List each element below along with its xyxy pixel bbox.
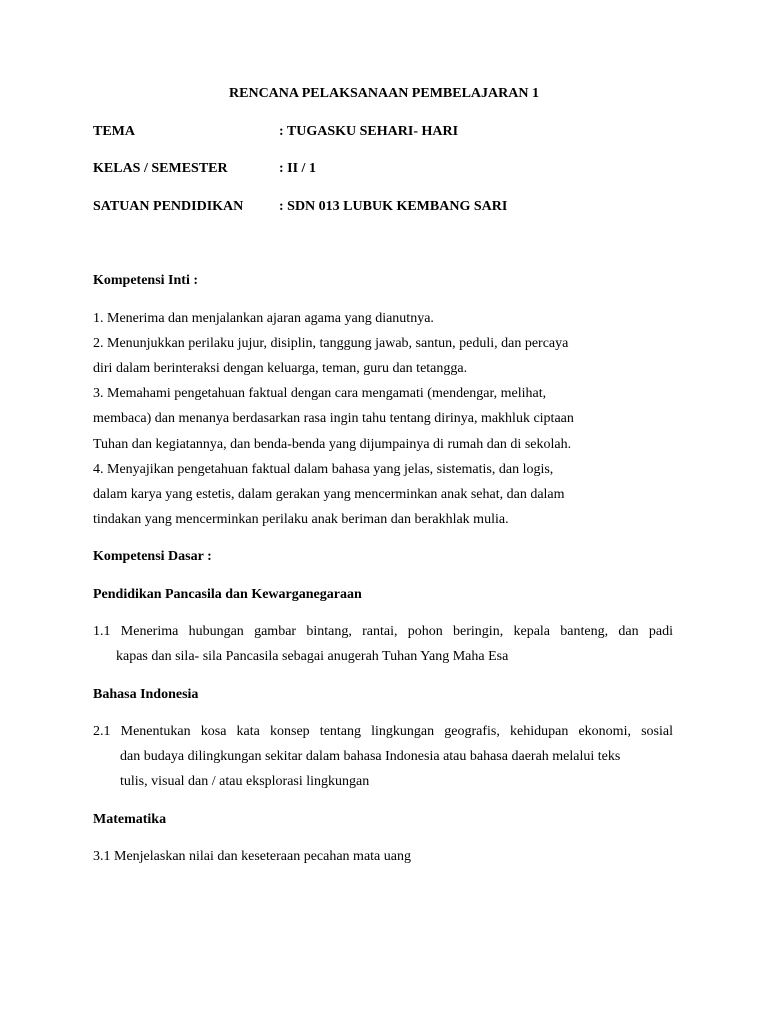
kd-item-2-1: 2.1 Menentukan kosa kata konsep tentang lingkungan geografis, kehidupan ekonomi, sosial: [93, 724, 673, 739]
kd-item-3-1: 3.1 Menjelaskan nilai dan keseteraan pecahan mata uang: [93, 849, 411, 864]
meta-value: : II / 1: [279, 161, 316, 176]
meta-row-tema: [93, 124, 458, 140]
ki-line: dalam karya yang estetis, dalam gerakan yang mencerminkan anak sehat, dan dalam: [93, 487, 565, 502]
meta-value: : TUGASKU SEHARI- HARI: [279, 124, 459, 139]
meta-row-satuan-pendidikan: [93, 199, 507, 215]
ki-line: 2. Menunjukkan perilaku jujur, disiplin, tanggung jawab, santun, peduli, dan percaya: [93, 336, 569, 351]
subject-heading-matematika: Matematika: [93, 812, 167, 827]
ki-line: 3. Memahami pengetahuan faktual dengan cara mengamati (mendengar, melihat,: [93, 386, 547, 401]
document-title: RENCANA PELAKSANAAN PEMBELAJARAN 1: [229, 86, 539, 101]
kompetensi-dasar-heading: Kompetensi Dasar :: [93, 549, 212, 564]
meta-value: : SDN 013 LUBUK KEMBANG SARI: [279, 199, 508, 214]
kd-item-continuation: dan budaya dilingkungan sekitar dalam bahasa Indonesia atau bahasa daerah melalui teks: [120, 749, 621, 764]
subject-heading-bahasa-indonesia: Bahasa Indonesia: [93, 687, 199, 702]
kd-item-1-1: 1.1 Menerima hubungan gambar bintang, rantai, pohon beringin, kepala banteng, dan padi: [93, 624, 673, 639]
meta-label: SATUAN PENDIDIKAN: [93, 199, 244, 214]
ki-line: 1. Menerima dan menjalankan ajaran agama yang dianutnya.: [93, 311, 434, 326]
kd-item-continuation: kapas dan sila- sila Pancasila sebagai anugerah Tuhan Yang Maha Esa: [116, 649, 509, 664]
meta-label: TEMA: [93, 124, 135, 139]
meta-row-kelas-semester: [93, 161, 316, 177]
ki-line: diri dalam berinteraksi dengan keluarga, teman, guru dan tetangga.: [93, 361, 468, 376]
ki-line: 4. Menyajikan pengetahuan faktual dalam bahasa yang jelas, sistematis, dan logis,: [93, 462, 554, 477]
kd-item-continuation: tulis, visual dan / atau eksplorasi lingkungan: [120, 774, 370, 789]
kompetensi-inti-heading: Kompetensi Inti :: [93, 273, 198, 288]
ki-line: Tuhan dan kegiatannya, dan benda-benda yang dijumpainya di rumah dan di sekolah.: [93, 437, 572, 452]
ki-line: membaca) dan menanya berdasarkan rasa ingin tahu tentang dirinya, makhluk ciptaan: [93, 411, 574, 426]
subject-heading-ppkn: Pendidikan Pancasila dan Kewarganegaraan: [93, 587, 362, 602]
ki-line: tindakan yang mencerminkan perilaku anak beriman dan berakhlak mulia.: [93, 512, 509, 527]
meta-label: KELAS / SEMESTER: [93, 161, 228, 176]
